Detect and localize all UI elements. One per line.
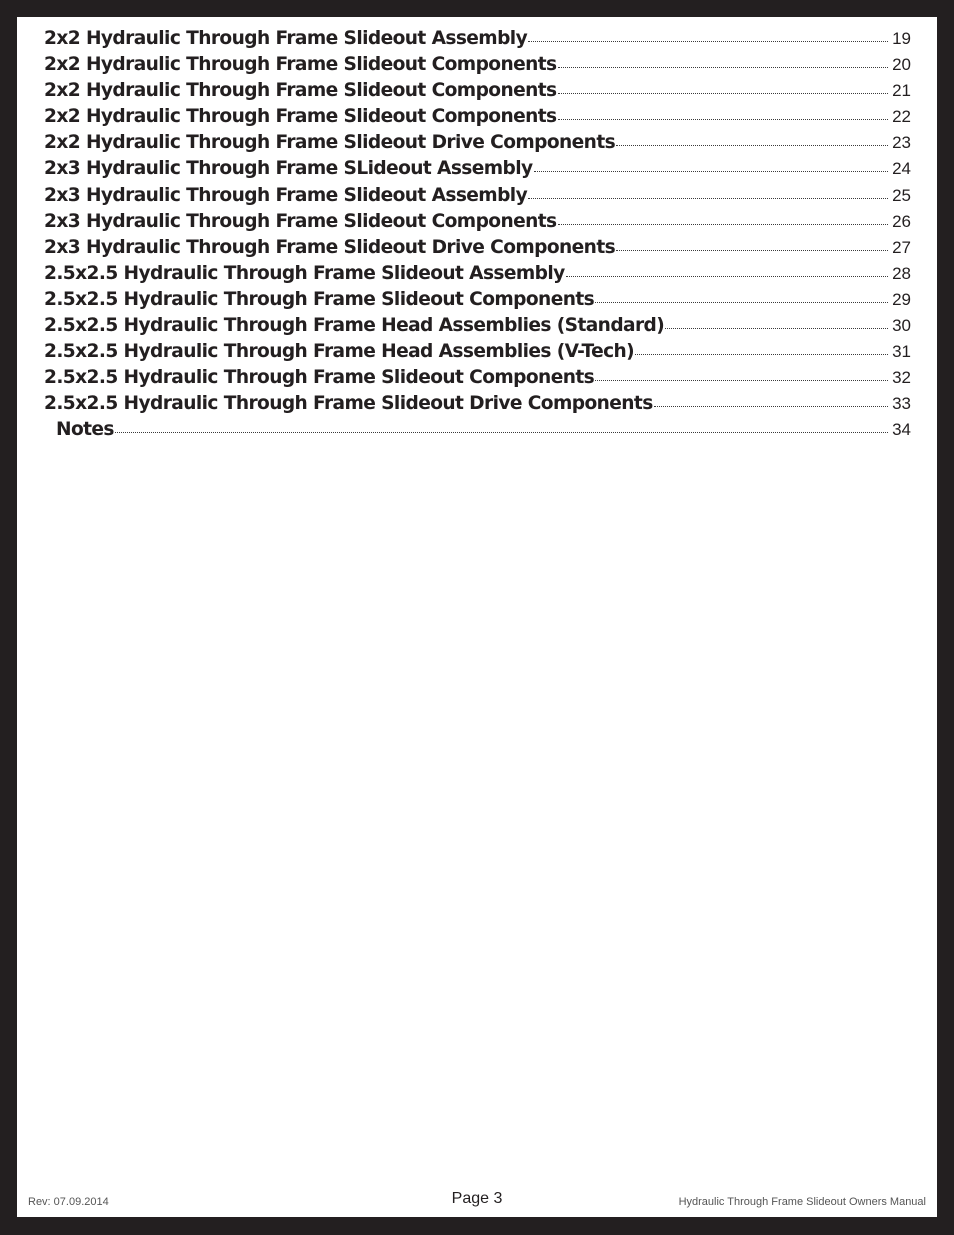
toc-entry-page: 34 [892, 420, 911, 440]
page-number: Page 3 [451, 1190, 503, 1207]
toc-dot-leader [115, 432, 888, 433]
toc-entry-page: 30 [892, 316, 911, 336]
toc-entry-title: 2.5x2.5 Hydraulic Through Frame Slideout Components [44, 288, 595, 310]
toc-dot-leader [566, 276, 888, 277]
toc-entry-title: 2.5x2.5 Hydraulic Through Frame Head Assemblies (Standard) [44, 315, 665, 337]
toc-entry-title: 2x2 Hydraulic Through Frame Slideout Components [44, 80, 557, 102]
toc-entry-title: 2x2 Hydraulic Through Frame Slideout Drive Components [44, 132, 616, 154]
toc-entry-title: 2x3 Hydraulic Through Frame Slideout Drive Components [44, 236, 616, 258]
toc-entry-page: 24 [892, 159, 911, 179]
toc-entry[interactable] [44, 28, 911, 54]
toc-entry[interactable] [44, 367, 911, 393]
toc-dot-leader [665, 328, 888, 329]
toc-entry-page: 28 [892, 263, 911, 283]
toc-entry-page: 25 [892, 185, 911, 205]
toc-entry-title: 2x3 Hydraulic Through Frame Slideout Components [44, 210, 557, 232]
toc-entry[interactable] [44, 289, 911, 315]
toc-dot-leader [616, 145, 888, 146]
toc-dot-leader [558, 119, 889, 120]
toc-entry-title: 2.5x2.5 Hydraulic Through Frame Head Assemblies (V-Tech) [44, 341, 635, 363]
toc-entry-title: 2x2 Hydraulic Through Frame Slideout Components [44, 106, 557, 128]
toc-entry-title: 2x3 Hydraulic Through Frame Slideout Assembly [44, 184, 528, 206]
toc-entry-title: 2x2 Hydraulic Through Frame Slideout Assembly [44, 28, 528, 49]
toc-entry[interactable] [44, 315, 911, 341]
toc-entry[interactable] [44, 341, 911, 367]
toc-entry-page: 20 [892, 55, 911, 75]
toc-entry[interactable] [44, 80, 911, 106]
toc-entry-page: 23 [892, 133, 911, 153]
toc-entry-title: 2x3 Hydraulic Through Frame SLideout Assembly [44, 158, 533, 180]
table-of-contents [44, 28, 911, 446]
toc-entry[interactable] [44, 237, 911, 263]
toc-entry-page: 29 [892, 289, 911, 309]
manual-title: Hydraulic Through Frame Slideout Owners Manual [678, 1196, 926, 1208]
toc-dot-leader [528, 41, 888, 42]
toc-entry-notes[interactable] [44, 419, 911, 445]
toc-entry-page: 33 [892, 394, 911, 414]
toc-dot-leader [528, 198, 888, 199]
toc-entry-title: Notes [56, 419, 114, 441]
toc-entry-page: 27 [892, 237, 911, 257]
toc-entry[interactable] [44, 106, 911, 132]
toc-entry-title: 2.5x2.5 Hydraulic Through Frame Slideout Components [44, 367, 595, 389]
toc-entry-title: 2.5x2.5 Hydraulic Through Frame Slideout Assembly [44, 262, 565, 284]
toc-dot-leader [558, 67, 889, 68]
toc-entry-title: 2x2 Hydraulic Through Frame Slideout Components [44, 54, 557, 76]
toc-dot-leader [595, 302, 888, 303]
toc-entry-page: 21 [892, 81, 911, 101]
document-page [17, 17, 937, 1217]
toc-entry-page: 32 [892, 368, 911, 388]
toc-entry-title: 2.5x2.5 Hydraulic Through Frame Slideout Drive Components [44, 393, 653, 415]
toc-entry-page: 26 [892, 211, 911, 231]
toc-dot-leader [558, 224, 889, 225]
toc-entry[interactable] [44, 393, 911, 419]
toc-dot-leader [558, 93, 889, 94]
toc-dot-leader [654, 406, 888, 407]
toc-dot-leader [534, 171, 888, 172]
toc-entry[interactable] [44, 54, 911, 80]
toc-dot-leader [616, 250, 888, 251]
toc-entry[interactable] [44, 158, 911, 184]
toc-entry[interactable] [44, 185, 911, 211]
revision-date: Rev: 07.09.2014 [28, 1196, 109, 1208]
toc-entry[interactable] [44, 263, 911, 289]
toc-entry[interactable] [44, 132, 911, 158]
toc-entry-page: 22 [892, 107, 911, 127]
toc-entry-page: 31 [892, 342, 911, 362]
toc-entry[interactable] [44, 211, 911, 237]
toc-dot-leader [595, 380, 888, 381]
toc-dot-leader [635, 354, 888, 355]
toc-entry-page: 19 [892, 29, 911, 48]
